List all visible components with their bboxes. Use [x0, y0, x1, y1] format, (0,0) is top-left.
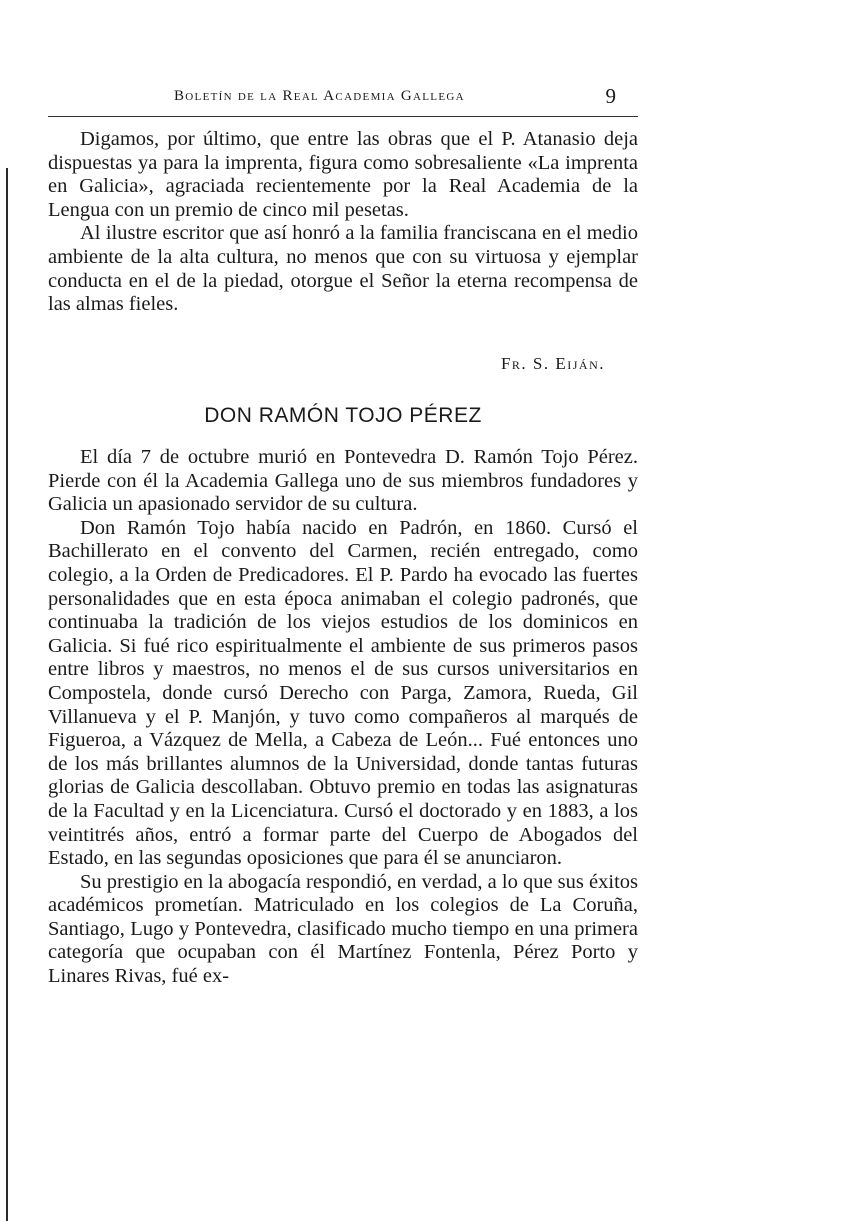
- running-title: Boletín de la Real Academia Gallega: [174, 88, 465, 104]
- section-heading: DON RAMÓN TOJO PÉREZ: [204, 404, 482, 427]
- paragraph: El día 7 de octubre murió en Pontevedra D. Ramón Tojo Pérez. Pierde con él la Academia Gallega uno de sus miembros fundadores y Galicia un apasionado servidor de su cultura.: [48, 446, 638, 516]
- running-header: [48, 84, 638, 117]
- binding-edge-line: [6, 168, 8, 1221]
- paragraph: Don Ramón Tojo había nacido en Padrón, en 1860. Cursó el Bachillerato en el convento del Carmen, recién entregado, como colegio, a la Orden de Predicadores. El P. Pardo ha evocado las fuertes personalidades que en esta época animaban el colegio padronés, que continuaba la tradición de los viejos estudios de los dominicos en Galicia. Si fué rico espiritualmente el ambiente de sus primeros pasos entre libros y maestros, no menos el de sus cursos universitarios en Compostela, donde cursó Derecho con Parga, Zamora, Rueda, Gil Villanueva y el P. Manjón, y tuvo como compañeros al marqués de Figueroa, a Vázquez de Mella, a Cabeza de León... Fué entonces uno de los más brillantes alumnos de la Universidad, donde tantas futuras glorias de Galicia descollaban. Obtuvo premio en todas las asignaturas de la Facultad y en la Licenciatura. Cursó el doctorado y en 1883, a los veintitrés años, entró a formar parte del Cuerpo de Abogados del Estado, en las segundas oposiciones que para él se anunciaron.: [48, 516, 638, 870]
- paragraph: Su prestigio en la abogacía respondió, en verdad, a lo que sus éxitos académicos prometían. Matriculado en los colegios de La Coruña, Santiago, Lugo y Pontevedra, clasificado mucho tiempo en una primera categoría que ocupaban con él Martínez Fontenla, Pérez Porto y Linares Rivas, fué ex-: [48, 870, 638, 988]
- obituary-text: [48, 446, 638, 989]
- intro-text: [48, 128, 638, 317]
- paragraph: Digamos, por último, que entre las obras que el P. Atanasio deja dispuestas ya para la imprenta, figura como sobresaliente «La imprenta en Galicia», agraciada recientemente por la Real Academia de la Lengua con un premio de cinco mil pesetas.: [48, 128, 638, 221]
- paragraph: Al ilustre escritor que así honró a la familia franciscana en el medio ambiente de la alta cultura, no menos que con su virtuosa y ejemplar conducta en el de la piedad, otorgue el Señor la eterna recompensa de las almas fieles.: [48, 222, 638, 316]
- author-signature: Fr. S. Eiján.: [500, 354, 605, 373]
- page-number: 9: [605, 84, 616, 108]
